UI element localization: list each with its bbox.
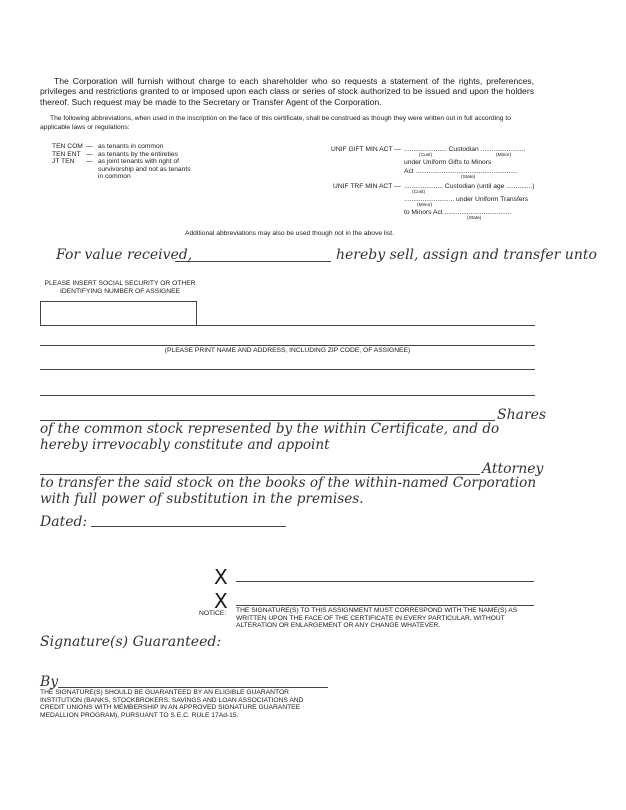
unif-gift-line1: ....................... Custodian ........................ xyxy=(404,146,526,153)
abbreviation-code: TEN COM xyxy=(52,143,83,150)
abbreviation-meaning: as tenants in common xyxy=(98,143,164,150)
assignee-name-line[interactable] xyxy=(196,325,535,326)
dated-label: Dated: xyxy=(40,514,88,530)
abbreviation-code: JT TEN xyxy=(52,158,75,166)
dash: — xyxy=(86,143,93,150)
for-value-received: For value received, xyxy=(56,247,193,263)
print-name-instruction: (PLEASE PRINT NAME AND ADDRESS, INCLUDING ZIP CODE, OF ASSIGNEE) xyxy=(164,347,411,354)
signature-line-1[interactable] xyxy=(236,581,534,582)
assignee-address-line-3[interactable] xyxy=(40,395,535,396)
unif-trf-minor: (Minor) xyxy=(417,203,433,208)
common-stock-text: of the common stock represented by the within Certificate, and do hereby irrevocably constitute and appoint xyxy=(40,421,500,453)
hereby-assign-text: hereby sell, assign and transfer unto xyxy=(336,247,597,263)
additional-abbreviations-note: Additional abbreviations may also be used though not in the above list. xyxy=(185,230,394,237)
unif-trf-cust: (Cust) xyxy=(412,190,426,195)
assignor-blank-line[interactable] xyxy=(175,261,331,262)
signature-guaranteed-label: Signature(s) Guaranteed: xyxy=(40,634,222,650)
signature-x-mark-1: X xyxy=(214,565,228,589)
abbreviations-intro: The following abbreviations, when used in the inscription on the face of this certificate, shall be construed as though they were written out in full according to applicable laws or regulations: xyxy=(40,115,511,131)
abbreviation-row xyxy=(52,166,222,174)
abbreviation-meaning: as tenants by the entireties xyxy=(98,150,178,158)
unif-trf-line2: ........................... under Uniform Transfers xyxy=(404,196,529,203)
unif-trf-line3: to Minors Act .................................... xyxy=(404,209,512,216)
abbreviation-meaning: survivorship and not as tenants xyxy=(98,165,191,173)
unif-gift-state: (State) xyxy=(461,175,476,180)
dash: — xyxy=(86,150,93,158)
unif-gift-line2: under Uniform Gifts to Minors xyxy=(404,159,492,166)
signature-x-mark-2: X xyxy=(214,589,228,613)
abbreviation-row xyxy=(52,173,222,181)
abbreviation-row xyxy=(52,151,222,159)
unif-trf-line1: ..................... Custodian (until age ..............) xyxy=(404,183,535,190)
attorney-label: Attorney xyxy=(482,461,544,477)
by-label: By xyxy=(40,674,59,690)
unif-gift-label: UNIF GIFT MIN ACT — xyxy=(331,146,401,153)
abbreviation-row xyxy=(52,143,222,151)
notice-label: NOTICE: xyxy=(199,610,227,617)
unif-gift-minor: (Minor) xyxy=(496,153,512,158)
assignee-address-line-2[interactable] xyxy=(40,369,535,370)
unif-trf-label: UNIF TRF MIN ACT — xyxy=(333,183,401,190)
notice-text: THE SIGNATURE(S) TO THIS ASSIGNMENT MUST CORRESPOND WITH THE NAME(S) AS WRITTEN UPON THE FACE OF THE CERTIFICATE IN EVERY PARTICULAR, WITHOUT ALTERATION OR ENLARGEMENT OR ANY CHANGE WHATEVER. xyxy=(236,607,518,630)
dash: — xyxy=(86,158,93,166)
abbreviation-meaning: in common xyxy=(98,173,131,181)
assignee-address-line-1[interactable] xyxy=(40,345,535,346)
abbreviation-meaning: as joint tenants with right of xyxy=(98,158,180,166)
unif-gift-line3: Act ....................................................... xyxy=(404,168,518,175)
ssn-label: PLEASE INSERT SOCIAL SECURITY OR OTHER IDENTIFYING NUMBER OF ASSIGNEE xyxy=(44,280,196,295)
abbreviation-row xyxy=(52,158,222,166)
signature-line-2[interactable] xyxy=(236,605,534,606)
guarantor-instructions: THE SIGNATURE(S) SHOULD BE GUARANTEED BY AN ELIGIBLE GUARANTOR INSTITUTION (BANKS, STOCKBROKERS, SAVINGS AND LOAN ASSOCIATIONS AND CREDIT UNIONS WITH MEMBERSHIP IN AN APPROVED SIGNATURE GUARANTEE MEDALLION PROGRAM), PURSUANT TO S.E.C. RULE 17Ad-15. xyxy=(40,689,304,719)
abbreviations-list xyxy=(52,143,222,181)
guarantor-signature-line[interactable] xyxy=(58,687,328,688)
shares-label: Shares xyxy=(497,407,547,423)
transfer-text: to transfer the said stock on the books of the within-named Corporation with full power of substitution in the premises. xyxy=(40,475,537,507)
intro-paragraph: The Corporation will furnish without charge to each shareholder who so requests a statement of the rights, preferences, privileges and restrictions granted to or imposed upon each class or series of stock authorized to be issued and upon the holders thereof. Such request may be made to the Secretary or Transfer Agent of the Corporation. xyxy=(40,76,534,107)
ssn-input-box[interactable] xyxy=(40,301,197,326)
unif-gift-cust: (Cust) xyxy=(419,153,433,158)
date-line[interactable] xyxy=(91,526,286,527)
unif-trf-state: (State) xyxy=(467,216,482,221)
abbreviation-code: TEN ENT xyxy=(52,150,81,158)
